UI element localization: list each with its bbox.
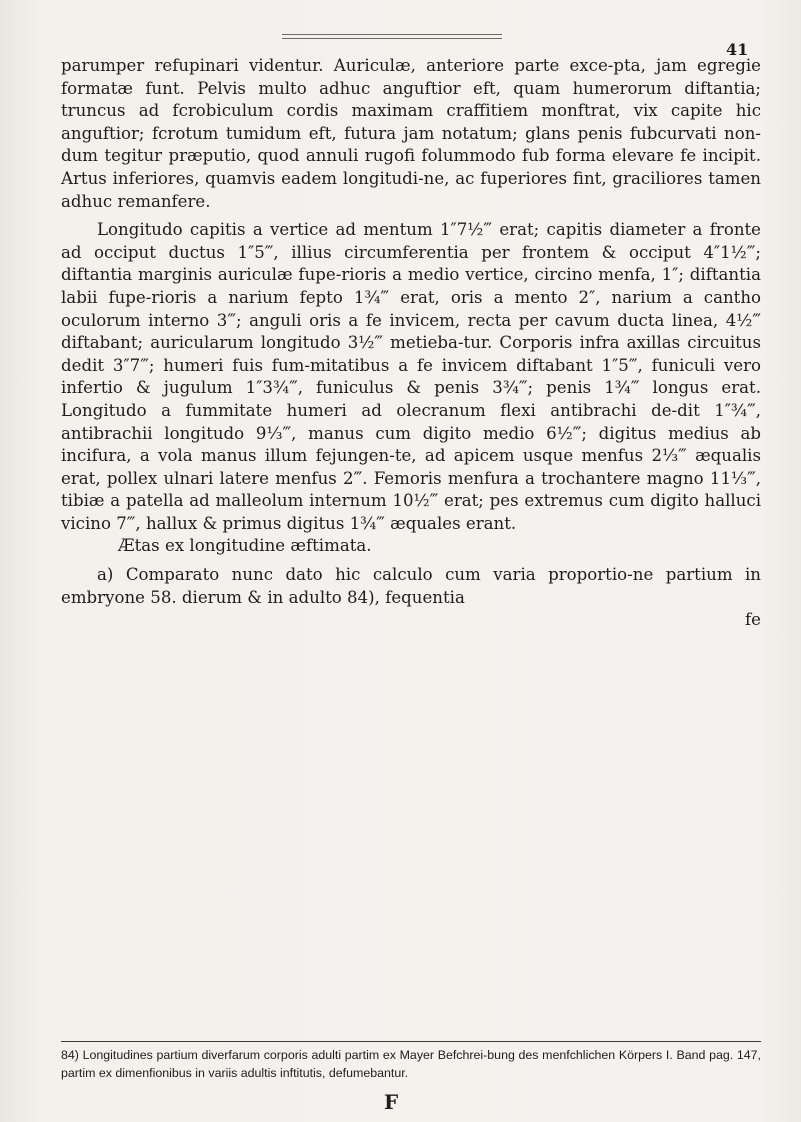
- catchword: fe: [745, 610, 761, 630]
- paragraph-3: Ætas ex longitudine æftimata.: [118, 536, 372, 556]
- footnote-rule: [61, 1041, 761, 1042]
- signature-mark: F: [384, 1090, 399, 1114]
- footnote: 84) Longitudines partium diverfarum corporis adulti partim ex Mayer Befchrei-bung des menfchlichen Körpers I. Band pag. 147, partim ex dimenfionibus in variis adultis inftitutis, defumebantur.: [61, 1048, 761, 1080]
- main-text: [61, 55, 761, 632]
- paragraph-1: parumper refupinari videntur. Auriculæ, anteriore parte exce-pta, jam egregie formatæ funt. Pelvis multo adhuc anguftior eft, quam humerorum diftantia; truncus ad fcrobiculum cordis maximam craffitiem monftrat, vix capite hic anguftior; fcrotum tumidum eft, futura jam notatum; glans penis fubcurvati non-dum tegitur præputio, quod annuli rugofi folummodo fub forma elevare fe incipit. Artus inferiores, quamvis eadem longitudi-ne, ac fuperiores fint, graciliores tamen adhuc remanfere.: [61, 56, 761, 211]
- page-number: 41: [726, 40, 749, 59]
- paragraph-4: a) Comparato nunc dato hic calculo cum varia proportio-ne partium in embryone 58. dierum & in adulto 84), fequentia: [61, 565, 761, 607]
- paragraph-2: Longitudo capitis a vertice ad mentum 1″7½‴ erat; capitis diameter a fronte ad occiput ductus 1″5‴, illius circumferentia per frontem & occiput 4″1½‴; diftantia marginis auriculæ fupe-rioris a medio vertice, circino menfa, 1″; diftantia labii fupe-rioris a narium fepto 1¾‴ erat, oris a mento 2″, narium a cantho oculorum interno 3‴; anguli oris a fe invicem, recta per cavum ducta linea, 4½‴ diftabant; auricularum longitudo 3½‴ metieba-tur. Corporis infra axillas circuitus dedit 3″7‴; humeri fuis fum-mitatibus a fe invicem diftabant 1″5‴, funiculi vero infertio & jugulum 1″3¾‴, funiculus & penis 3¾‴; penis 1¾‴ longus erat. Longitudo a fummitate humeri ad olecranum flexi antibrachi de-dit 1″¾‴, antibrachii longitudo 9⅓‴, manus cum digito medio 6½‴; digitus medius ab incifura, a vola manus illum fejungen-te, ad apicem usque menfus 2⅓‴ æqualis erat, pollex ulnari latere menfus 2‴. Femoris menfura a trochantere magno 11⅓‴, tibiæ a patella ad malleolum internum 10½‴ erat; pes extremus cum digito halluci vicino 7‴, hallux & primus digitus 1¾‴ æquales erant.: [61, 220, 761, 533]
- header-rule: [282, 34, 502, 39]
